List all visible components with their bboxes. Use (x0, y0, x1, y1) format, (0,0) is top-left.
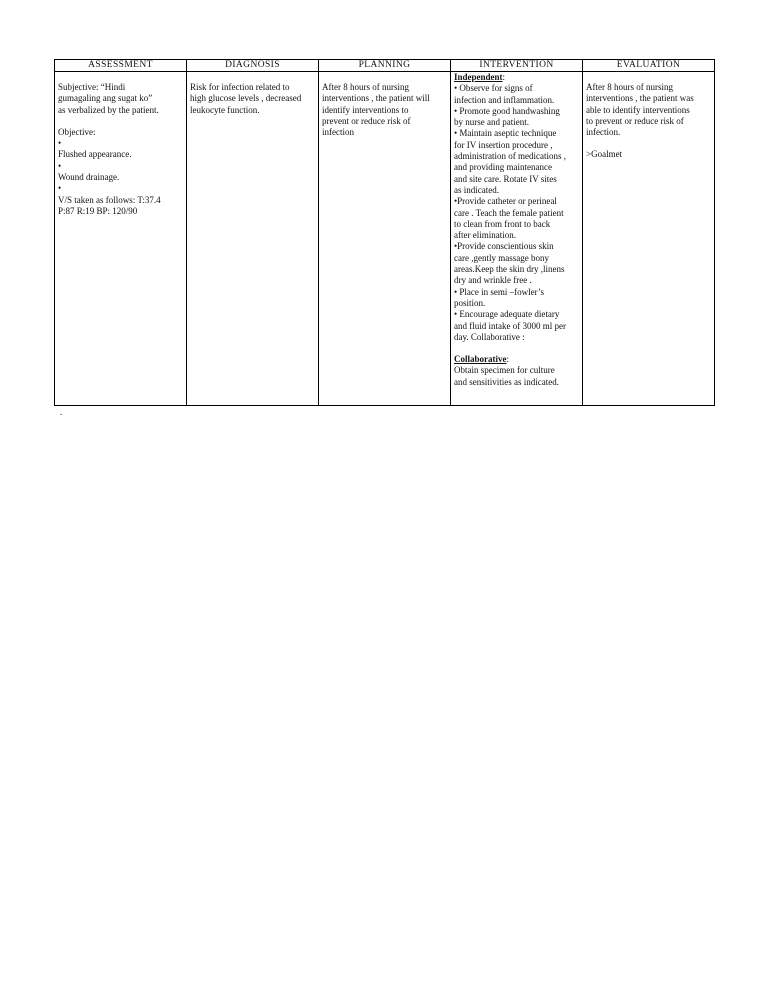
text-line: After 8 hours of nursing (586, 82, 673, 92)
text-line: prevent or reduce risk of (322, 115, 411, 126)
text-line: to prevent or reduce risk of (586, 115, 684, 126)
header-intervention: INTERVENTION (451, 60, 583, 72)
text-line: dry and wrinkle free . (454, 275, 532, 286)
text-line: gumagaling ang sugat ko” (58, 93, 153, 104)
text-line: •Provide catheter or perineal (454, 196, 557, 207)
text-line: and sensitivities as indicated. (454, 376, 559, 387)
text-line: and site care. Rotate IV sites (454, 173, 557, 184)
text-line: interventions , the patient was (586, 93, 694, 104)
text-line: and fluid intake of 3000 ml per (454, 320, 566, 331)
header-evaluation: EVALUATION (583, 60, 715, 72)
text-line: care . Teach the female patient (454, 207, 564, 218)
text-line: after elimination. (454, 230, 516, 241)
intervention-text (454, 72, 579, 388)
text-line: Flushed appearance. (58, 149, 132, 160)
text-line: • Observe for signs of (454, 83, 533, 94)
text-line: •Provide conscientious skin (454, 241, 554, 252)
header-planning: PLANNING (319, 60, 451, 72)
text-line: able to identify interventions (586, 104, 690, 115)
text-line: >Goalmet (586, 149, 623, 160)
text-line: position. (454, 297, 486, 308)
text-line: and providing maintenance (454, 162, 552, 173)
text-line: Subjective: “Hindi (58, 82, 126, 92)
assessment-cell (55, 72, 187, 406)
header-assessment: ASSESSMENT (55, 60, 187, 72)
text-line (586, 138, 711, 149)
text-line: areas.Keep the skin dry ,linens (454, 264, 565, 275)
text-line: • (58, 138, 62, 149)
evaluation-text (586, 72, 711, 161)
header-diagnosis: DIAGNOSIS (187, 60, 319, 72)
text-line: interventions , the patient will (322, 93, 430, 104)
text-line: as verbalized by the patient. (58, 104, 159, 115)
text-line: Wound drainage. (58, 172, 120, 183)
planning-text (322, 72, 447, 138)
text-line: • Promote good handwashing (454, 105, 560, 116)
text-line: to clean from front to back (454, 218, 551, 229)
text-line: • Maintain aseptic technique (454, 128, 557, 139)
spacer (454, 343, 579, 354)
text-line: After 8 hours of nursing (322, 82, 409, 92)
text-line: by nurse and patient. (454, 117, 529, 128)
evaluation-cell (583, 72, 715, 406)
text-line: for IV insertion procedure , (454, 139, 553, 150)
text-line: leukocyte function. (190, 104, 260, 115)
care-plan-sheet (54, 59, 714, 406)
text-line: care ,gently massage bony (454, 252, 549, 263)
diagnosis-text (190, 72, 315, 116)
text-line: V/S taken as follows: T:37.4 (58, 194, 161, 205)
content-row (55, 72, 715, 406)
footer-mark: . (60, 407, 63, 417)
text-line: day. Collaborative : (454, 331, 525, 342)
header-row (55, 60, 715, 72)
text-line: P:87 R:19 BP: 120/90 (58, 205, 138, 216)
text-line: • (58, 183, 62, 194)
planning-cell (319, 72, 451, 406)
text-line (58, 116, 183, 127)
text-line: administration of medications , (454, 151, 566, 162)
intervention-cell (451, 72, 583, 406)
text-line: Objective: (58, 126, 96, 137)
text-line: infection (322, 127, 354, 138)
assessment-text (58, 72, 183, 217)
text-line: • (58, 160, 62, 171)
text-line: identify interventions to (322, 104, 409, 115)
text-line: as indicated. (454, 184, 499, 195)
independent-heading: Independent: (454, 72, 506, 82)
nursing-care-plan-table (54, 59, 715, 406)
text-line: • Encourage adequate dietary (454, 309, 560, 320)
text-line: infection. (586, 127, 621, 138)
text-line: infection and inflammation. (454, 94, 555, 105)
independent-interventions (454, 83, 579, 343)
text-line: Obtain specimen for culture (454, 365, 555, 376)
text-line: • Place in semi –fowler’s (454, 286, 544, 297)
collaborative-interventions (454, 365, 579, 388)
text-line: Risk for infection related to (190, 82, 290, 92)
diagnosis-cell (187, 72, 319, 406)
collaborative-heading: Collaborative: (454, 354, 510, 365)
text-line: high glucose levels , decreased (190, 93, 302, 104)
